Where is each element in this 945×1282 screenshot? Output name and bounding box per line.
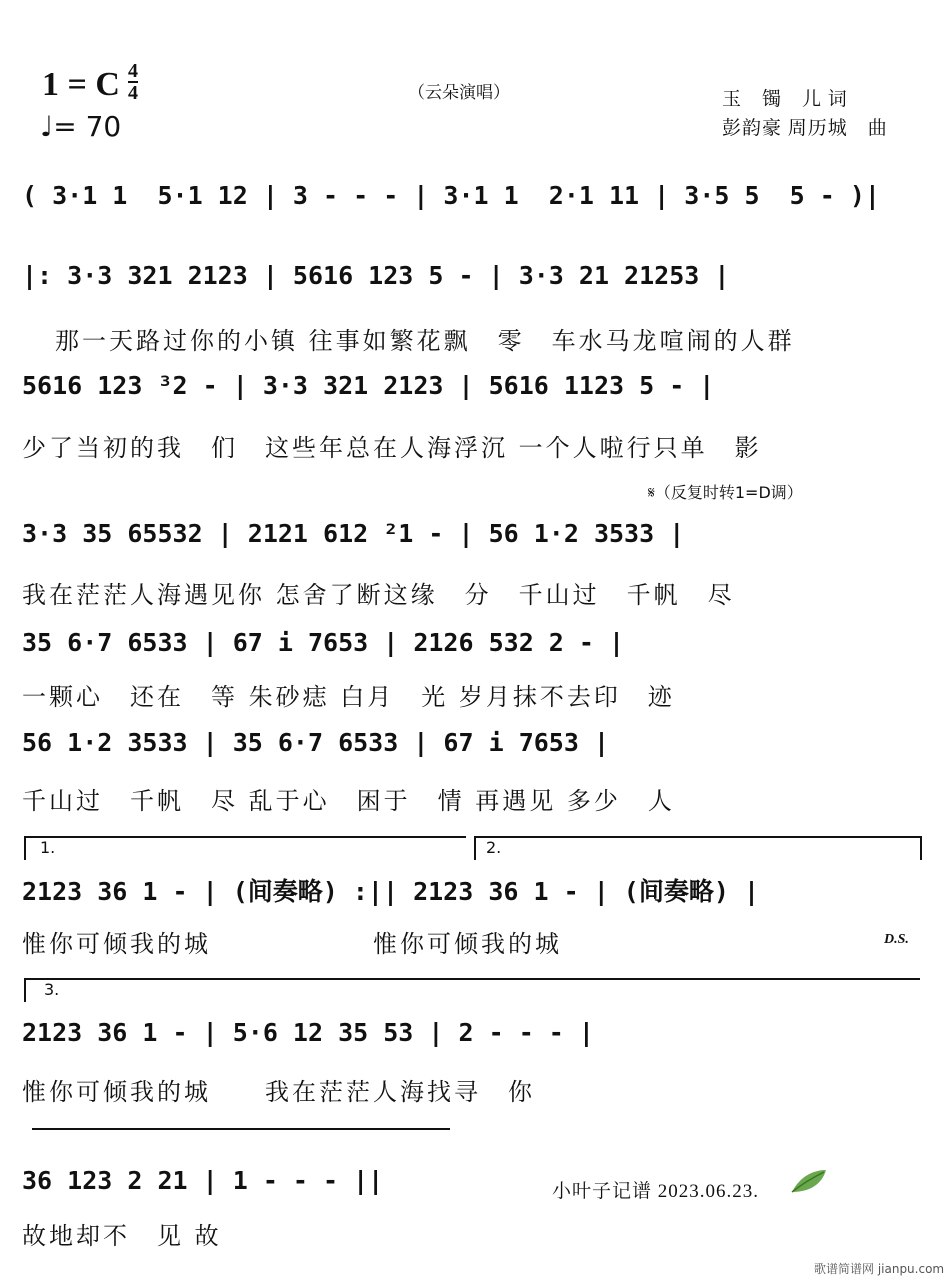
row-5-lyrics: 一颗心 还在 等 朱砂痣 白月 光 岁月抹不去印 迹 bbox=[22, 683, 675, 711]
time-bottom: 4 bbox=[128, 82, 138, 104]
ds-segno-marker: 𝄋（反复时转1=D调） bbox=[648, 483, 803, 502]
row-8-lyrics: 惟你可倾我的城 我在茫茫人海找寻 你 bbox=[22, 1078, 535, 1106]
row-4-notes: 3·3 35 65532 | 2121 612 ²1 - | 56 1·2 3533 | bbox=[22, 519, 685, 548]
row-5-notes: 35 6·7 6533 | 67 i 7653 | 2126 532 2 - | bbox=[22, 628, 625, 657]
row-8-notes: 2123 36 1 - | 5·6 12 35 53 | 2 - - - | bbox=[22, 1018, 594, 1047]
row-2-lyrics: 那一天路过你的小镇 往事如繁花飘 零 车水马龙喧闹的人群 bbox=[55, 327, 795, 355]
row-9-notes: 36 123 2 21 | 1 - - - || bbox=[22, 1166, 384, 1195]
volta-2-bracket bbox=[474, 836, 922, 860]
singer-credit: （云朵演唱） bbox=[408, 83, 510, 102]
row-6-lyrics: 千山过 千帆 尽 乱于心 困于 情 再遇见 多少 人 bbox=[22, 787, 675, 815]
composer-credit: 彭韵豪 周历城 曲 bbox=[722, 118, 888, 139]
volta-2-label: 2. bbox=[486, 838, 502, 857]
row-2-notes: |: 3·3 321 2123 | 5616 123 5 - | 3·3 21 21253 | bbox=[22, 261, 730, 290]
row-7-notes: 2123 36 1 - | (间奏略) :|| 2123 36 1 - | (间奏略) | bbox=[22, 877, 759, 906]
key-signature: 1 = C bbox=[42, 66, 120, 103]
row-7-lyrics: 惟你可倾我的城 惟你可倾我的城 bbox=[22, 930, 562, 958]
row-3-notes: 5616 123 ³2 - | 3·3 321 2123 | 5616 1123 5 - | bbox=[22, 371, 715, 400]
row-9-lyrics: 故地却不 见 故 bbox=[22, 1222, 222, 1250]
row-4-lyrics: 我在茫茫人海遇见你 怎舍了断这缘 分 千山过 千帆 尽 bbox=[22, 581, 735, 609]
ds-label: D.S. bbox=[884, 932, 909, 947]
volta-1-label: 1. bbox=[40, 838, 56, 857]
transcriber-signature: 小叶子记谱 2023.06.23. bbox=[552, 1181, 760, 1202]
coda-bracket bbox=[32, 1128, 450, 1130]
row-6-notes: 56 1·2 3533 | 35 6·7 6533 | 67 i 7653 | bbox=[22, 728, 609, 757]
volta-3-label: 3. bbox=[44, 980, 60, 999]
tempo-marking bbox=[40, 110, 121, 143]
row-1-notes: ( 3·1 1 5·1 12 | 3 - - - | 3·1 1 2·1 11 | 3·5 5 5 - )| bbox=[22, 181, 880, 210]
quarter-note-icon: ♩ bbox=[40, 110, 54, 143]
leaf-icon bbox=[790, 1166, 828, 1196]
time-top: 4 bbox=[128, 60, 138, 82]
tempo-value: = 70 bbox=[53, 110, 122, 143]
volta-1-bracket bbox=[24, 836, 466, 860]
volta-3-bracket bbox=[24, 978, 920, 1002]
row-3-lyrics: 少了当初的我 们 这些年总在人海浮沉 一个人啦行只单 影 bbox=[22, 434, 762, 462]
watermark: 歌谱简谱网 jianpu.com bbox=[814, 1262, 945, 1276]
time-signature bbox=[128, 62, 138, 102]
lyricist-credit: 玉 镯 儿 词 bbox=[722, 89, 848, 110]
